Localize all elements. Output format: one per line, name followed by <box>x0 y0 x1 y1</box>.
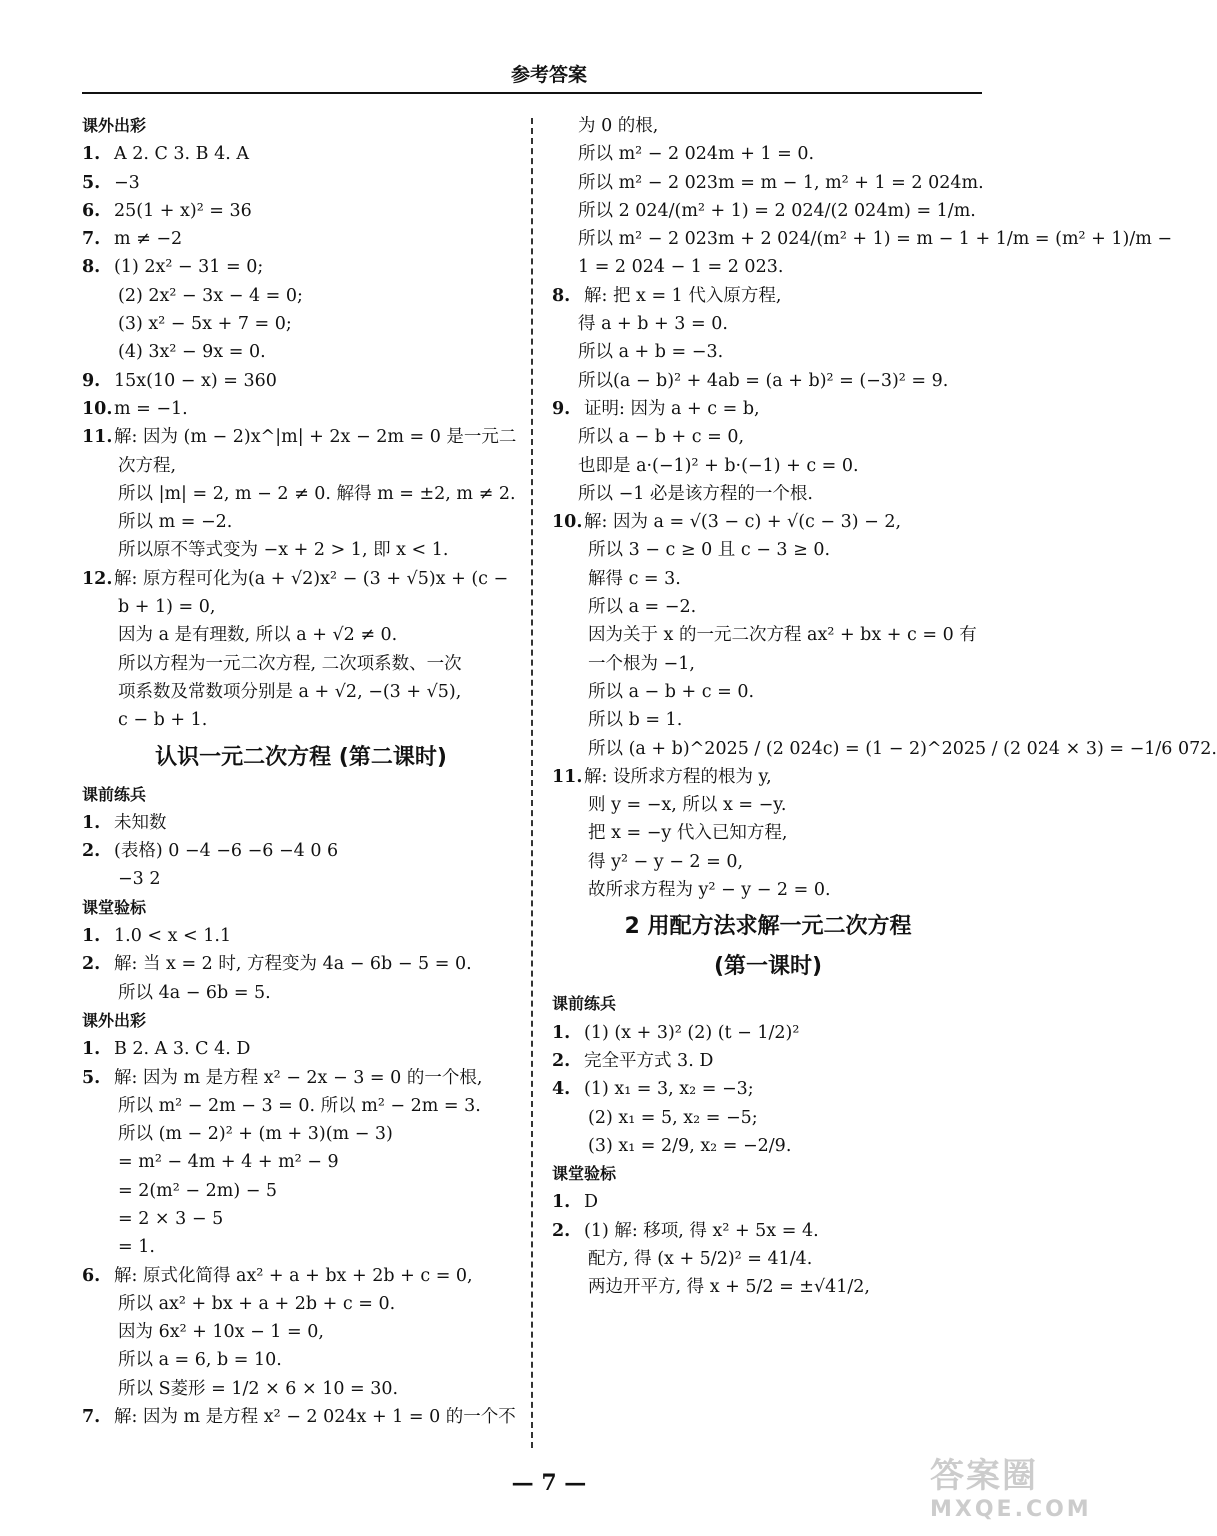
line-text: D <box>584 1192 599 1213</box>
answer-line <box>82 338 520 366</box>
line-text: 解: 原方程可化为(a + √2)x² − (3 + √5)x + (c − <box>114 568 509 589</box>
line-text: 为 0 的根, <box>578 116 659 136</box>
answer-line <box>552 819 984 847</box>
line-text: 得 y² − y − 2 = 0, <box>588 851 744 872</box>
line-text: 课堂验标 <box>82 897 147 917</box>
line-text: 因为关于 x 的一元二次方程 ax² + bx + c = 0 有 <box>588 625 977 646</box>
line-text: 所以原不等式变为 −x + 2 > 1, 即 x < 1. <box>118 540 449 561</box>
answer-line <box>82 621 520 649</box>
answer-line <box>552 452 984 480</box>
answer-line <box>552 565 984 593</box>
answer-line <box>82 140 520 168</box>
answer-line <box>82 197 520 225</box>
line-text: 配方, 得 (x + 5/2)² = 41/4. <box>588 1248 813 1269</box>
lesson-title <box>552 910 984 944</box>
answer-line <box>82 1262 520 1290</box>
answer-line <box>82 865 520 893</box>
page-header-title: 参考答案 <box>510 64 587 86</box>
answer-line <box>82 480 520 508</box>
answer-line <box>82 310 520 338</box>
answer-line <box>552 1245 984 1273</box>
line-text: 解: 设所求方程的根为 y, <box>584 766 772 787</box>
line-text: 课前练兵 <box>82 784 147 804</box>
answer-line <box>552 536 984 564</box>
section-heading <box>82 894 520 922</box>
line-text: = m² − 4m + 4 + m² − 9 <box>118 1152 339 1173</box>
answer-line <box>82 1092 520 1120</box>
line-text: 所以 |m| = 2, m − 2 ≠ 0. 解得 m = ±2, m ≠ 2. <box>118 483 516 504</box>
line-text: = 2(m² − 2m) − 5 <box>118 1180 278 1201</box>
answer-line <box>552 593 984 621</box>
question-number: 2. <box>82 841 101 862</box>
answer-line <box>552 1075 984 1103</box>
answer-line <box>552 735 1217 763</box>
answer-line <box>552 169 984 197</box>
question-number: 9. <box>82 370 101 391</box>
line-text: 课外出彩 <box>82 116 147 135</box>
answer-line <box>552 1217 984 1245</box>
line-text: 所以 m² − 2 023m = m − 1, m² + 1 = 2 024m. <box>578 172 984 193</box>
line-text: 未知数 <box>114 812 167 833</box>
section-heading <box>552 990 984 1018</box>
answer-line <box>552 621 984 649</box>
answer-line <box>82 282 520 310</box>
answer-line <box>82 809 520 837</box>
line-text: 解得 c = 3. <box>588 568 681 589</box>
line-text: 两边开平方, 得 x + 5/2 = ±√41/2, <box>588 1277 870 1298</box>
line-text: 15x(10 − x) = 360 <box>114 370 277 391</box>
answer-line <box>552 112 984 140</box>
line-text: 所以 m² − 2m − 3 = 0. 所以 m² − 2m = 3. <box>118 1095 481 1116</box>
answer-line <box>82 837 520 865</box>
line-text: 所以 a + b = −3. <box>578 342 724 363</box>
line-text: 所以 (a + b)^2025 / (2 024c) = (1 − 2)^2025 / (2 024 × 3) = −1/6 072. <box>588 738 1217 759</box>
line-text: = 1. <box>118 1237 155 1258</box>
question-number: 7. <box>82 1407 101 1428</box>
line-text: 课外出彩 <box>82 1010 147 1030</box>
answer-line <box>552 650 984 678</box>
line-text: 所以 m² − 2 024m + 1 = 0. <box>578 144 815 165</box>
line-text: 所以 3 − c ≥ 0 且 c − 3 ≥ 0. <box>588 540 831 561</box>
question-number: 7. <box>82 229 101 250</box>
line-text: 所以 a − b + c = 0, <box>578 427 745 448</box>
line-text: 所以 m = −2. <box>118 512 233 533</box>
line-text: 所以 2 024/(m² + 1) = 2 024/(2 024m) = 1/m. <box>578 200 976 221</box>
answer-line <box>82 1318 520 1346</box>
answer-line <box>82 1346 520 1374</box>
line-text: (1) 解: 移项, 得 x² + 5x = 4. <box>584 1220 819 1241</box>
question-number: 9. <box>552 398 571 419</box>
answer-line <box>552 225 1173 253</box>
answer-line <box>82 1375 520 1403</box>
section-heading <box>82 112 520 140</box>
answer-line <box>82 1120 520 1148</box>
line-text: 一个根为 −1, <box>588 653 695 674</box>
line-text: 解: 当 x = 2 时, 方程变为 4a − 6b − 5 = 0. <box>114 954 472 975</box>
line-text: 25(1 + x)² = 36 <box>114 200 252 221</box>
line-text: 所以 a = 6, b = 10. <box>118 1350 282 1371</box>
answer-line <box>552 282 984 310</box>
answer-line <box>82 1205 520 1233</box>
answer-line <box>82 1403 520 1431</box>
answer-line <box>82 706 520 734</box>
answer-line <box>82 225 520 253</box>
section-heading <box>552 1160 984 1188</box>
answer-line <box>552 253 984 281</box>
answer-line <box>552 1132 984 1160</box>
answer-line <box>552 395 984 423</box>
watermark-logo <box>930 1448 1092 1528</box>
answer-line <box>82 253 520 281</box>
question-number: 2. <box>82 954 101 975</box>
column-divider <box>531 118 533 1448</box>
question-number: 2. <box>552 1220 571 1241</box>
question-number: 4. <box>552 1079 571 1100</box>
line-text: 因为 a 是有理数, 所以 a + √2 ≠ 0. <box>118 625 398 646</box>
answer-line <box>82 1290 520 1318</box>
line-text: 所以 a − b + c = 0. <box>588 681 755 702</box>
line-text: 解: 把 x = 1 代入原方程, <box>584 285 782 306</box>
line-text: 所以 b = 1. <box>588 710 683 731</box>
line-text: m ≠ −2 <box>114 229 183 250</box>
answer-line <box>552 480 984 508</box>
line-text: 课堂验标 <box>552 1164 617 1184</box>
lesson-title <box>82 741 520 775</box>
right-column <box>552 112 1217 1302</box>
line-text: 解: 因为 a = √(3 − c) + √(c − 3) − 2, <box>584 512 902 533</box>
line-text: 2 用配方法求解一元二次方程 <box>624 914 912 940</box>
answer-line <box>552 678 984 706</box>
line-text: −3 2 <box>118 869 161 890</box>
answer-line <box>552 706 984 734</box>
line-text: 所以 m² − 2 023m + 2 024/(m² + 1) = m − 1 + 1/m = (m² + 1)/m − <box>578 229 1173 250</box>
line-text: 故所求方程为 y² − y − 2 = 0. <box>588 880 831 901</box>
line-text: B 2. A 3. C 4. D <box>114 1039 251 1060</box>
question-number: 8. <box>552 285 571 306</box>
answer-line <box>552 848 984 876</box>
line-text: 所以 4a − 6b = 5. <box>118 982 271 1003</box>
line-text: (第一课时) <box>713 954 823 980</box>
answer-line <box>552 197 984 225</box>
answer-line <box>552 1104 984 1132</box>
line-text: A 2. C 3. B 4. A <box>114 144 249 165</box>
answer-line <box>552 338 984 366</box>
line-text: m = −1. <box>114 398 188 419</box>
line-text: (3) x² − 5x + 7 = 0; <box>118 314 292 335</box>
question-number: 8. <box>82 257 101 278</box>
answer-line <box>552 791 984 819</box>
answer-line <box>552 1047 984 1075</box>
question-number: 12. <box>82 568 113 589</box>
answer-line <box>82 452 520 480</box>
line-text: 项系数及常数项分别是 a + √2, −(3 + √5), <box>118 681 462 702</box>
line-text: 所以 (m − 2)² + (m + 3)(m − 3) <box>118 1124 393 1145</box>
watermark-line-2: MXQE.COM <box>930 1497 1092 1522</box>
line-text: 课前练兵 <box>552 994 617 1014</box>
line-text: 解: 原式化简得 ax² + a + bx + 2b + c = 0, <box>114 1265 473 1286</box>
line-text: 所以 S菱形 = 1/2 × 6 × 10 = 30. <box>118 1378 399 1399</box>
answer-line <box>82 979 520 1007</box>
line-text: 也即是 a·(−1)² + b·(−1) + c = 0. <box>578 455 859 476</box>
line-text: 1 = 2 024 − 1 = 2 023. <box>578 257 784 278</box>
question-number: 6. <box>82 200 101 221</box>
question-number: 10. <box>82 398 113 419</box>
answer-line <box>82 1064 520 1092</box>
line-text: 完全平方式 3. D <box>584 1050 714 1071</box>
question-number: 5. <box>82 1067 101 1088</box>
line-text: 1.0 < x < 1.1 <box>114 926 232 947</box>
question-number: 1. <box>82 1039 101 1060</box>
line-text: 把 x = −y 代入已知方程, <box>588 823 788 844</box>
answer-line <box>82 593 520 621</box>
answer-line <box>82 367 520 395</box>
line-text: 则 y = −x, 所以 x = −y. <box>588 795 787 816</box>
line-text: 因为 6x² + 10x − 1 = 0, <box>118 1322 324 1343</box>
line-text: (3) x₁ = 2/9, x₂ = −2/9. <box>588 1135 792 1156</box>
answer-line <box>82 650 520 678</box>
line-text: (2) x₁ = 5, x₂ = −5; <box>588 1107 758 1128</box>
line-text: = 2 × 3 − 5 <box>118 1208 224 1229</box>
answer-line <box>552 876 984 904</box>
line-text: 所以(a − b)² + 4ab = (a + b)² = (−3)² = 9. <box>578 370 949 391</box>
answer-line <box>82 922 520 950</box>
line-text: 次方程, <box>118 455 177 476</box>
line-text: 所以 a = −2. <box>588 597 697 618</box>
line-text: 所以 −1 必是该方程的一个根. <box>578 483 813 504</box>
answer-line <box>82 508 520 536</box>
question-number: 10. <box>552 512 583 533</box>
answer-line <box>82 565 520 593</box>
line-text: (2) 2x² − 3x − 4 = 0; <box>118 285 303 306</box>
line-text: 解: 因为 (m − 2)x^|m| + 2x − 2m = 0 是一元二 <box>114 427 517 448</box>
answer-line <box>82 1233 520 1261</box>
question-number: 1. <box>82 812 101 833</box>
answer-line <box>82 678 520 706</box>
lesson-title <box>552 950 984 984</box>
line-text: 解: 因为 m 是方程 x² − 2x − 3 = 0 的一个根, <box>114 1067 483 1088</box>
question-number: 1. <box>82 144 101 165</box>
answer-line <box>552 1019 984 1047</box>
answer-line <box>552 508 984 536</box>
section-heading <box>82 1007 520 1035</box>
line-text: 所以 ax² + bx + a + 2b + c = 0. <box>118 1293 396 1314</box>
answer-line <box>552 310 984 338</box>
answer-line <box>552 140 984 168</box>
section-heading <box>82 781 520 809</box>
question-number: 1. <box>552 1192 571 1213</box>
answer-line <box>552 423 984 451</box>
line-text: 所以方程为一元二次方程, 二次项系数、一次 <box>118 653 462 674</box>
line-text: −3 <box>114 172 140 193</box>
answer-line <box>552 763 984 791</box>
answer-line <box>82 1177 520 1205</box>
answer-line <box>82 1035 520 1063</box>
line-text: c − b + 1. <box>118 710 208 731</box>
line-text: (4) 3x² − 9x = 0. <box>118 342 266 363</box>
answer-line <box>82 1148 520 1176</box>
answer-line <box>552 367 984 395</box>
answer-line <box>82 423 520 451</box>
watermark-line-1: 答案圈 <box>930 1456 1038 1496</box>
answer-line <box>552 1188 984 1216</box>
line-text: (1) (x + 3)² (2) (t − 1/2)² <box>584 1022 800 1043</box>
line-text: 认识一元二次方程 (第二课时) <box>155 744 447 770</box>
line-text: (1) x₁ = 3, x₂ = −3; <box>584 1079 754 1100</box>
question-number: 6. <box>82 1265 101 1286</box>
line-text: b + 1) = 0, <box>118 597 216 618</box>
line-text: (表格) 0 −4 −6 −6 −4 0 6 <box>114 841 339 862</box>
left-column <box>82 112 520 1431</box>
question-number: 5. <box>82 172 101 193</box>
question-number: 2. <box>552 1050 571 1071</box>
question-number: 1. <box>552 1022 571 1043</box>
header-rule <box>82 92 982 94</box>
page-number: — 7 — <box>511 1470 587 1496</box>
question-number: 11. <box>82 427 113 448</box>
answer-line <box>82 950 520 978</box>
answer-line <box>82 395 520 423</box>
answer-line <box>82 536 520 564</box>
line-text: (1) 2x² − 31 = 0; <box>114 257 264 278</box>
line-text: 证明: 因为 a + c = b, <box>584 398 760 419</box>
question-number: 1. <box>82 926 101 947</box>
answer-line <box>552 1273 984 1301</box>
answer-line <box>82 169 520 197</box>
line-text: 解: 因为 m 是方程 x² − 2 024x + 1 = 0 的一个不 <box>114 1407 516 1428</box>
question-number: 11. <box>552 766 583 787</box>
line-text: 得 a + b + 3 = 0. <box>578 314 728 335</box>
